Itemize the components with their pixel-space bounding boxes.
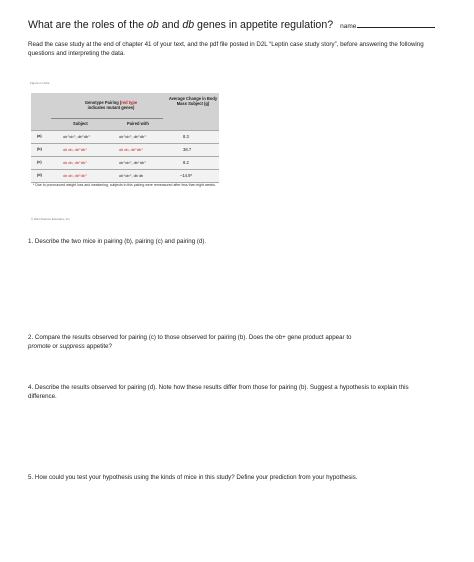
subject-cell: ob ob, db⁺db⁺ [63,161,88,165]
value-cell: 8.3 [183,133,189,139]
row-label: (a) [37,134,42,138]
value-cell: –14.9* [180,172,193,178]
name-label: name [340,23,357,30]
row-label: (d) [37,173,42,177]
question-5: 5. How could you test your hypothesis using the kinds of mice in this study? Define your prediction from your hypothesis. [28,474,358,481]
genotype-header: Genotype Pairing (red type indicates mutant genes) [84,100,138,110]
question-4: 4. Describe the results observed for pairing (d). Note how these results differ from those for pairing (b). Suggest a hypothesis to explain this difference. [28,384,409,401]
paired-cell: ob⁺ob⁺, db db [119,174,144,178]
question-1: 1. Describe the two mice in pairing (b), pairing (c) and pairing (d). [28,238,207,245]
row-divider [31,143,219,144]
value-cell: 38.7 [183,146,192,152]
avg-change-header: Average Change in Body Mass Subject (g) [168,96,218,106]
paired-cell: ob⁺ob⁺, db⁺db⁺ [119,161,147,165]
table-footnote: * Due to pronounced weight loss and weakening, subjects in this pairing were remeasured after less than eight weeks. [33,183,216,187]
figure-label: Figure in Units [30,81,50,85]
header-rule [51,118,163,119]
subject-cell: ob⁺ob⁺, db⁺db⁺ [63,135,91,139]
paired-with-header: Paired with [127,121,149,126]
value-cell: 8.2 [183,159,189,165]
name-field[interactable] [357,21,435,28]
copyright-note: © 2011 Pearson Education, Inc. [31,217,71,221]
row-label: (c) [37,160,42,164]
subject-cell: ob ob, db⁺db⁺ [63,174,88,178]
row-divider [31,169,219,170]
subject-header: Subject [73,121,88,126]
paired-cell: ob⁺ob⁺, db⁺db⁺ [119,135,147,139]
intro-paragraph: Read the case study at the end of chapter 41 of your text, and the pdf file posted in D2L “Leptin case study story”, before answering the following questions and interpreting the data. [28,41,424,58]
question-2: 2. Compare the results observed for pairing (c) to those observed for pairing (b). Does the ob+ gene product appear to promote or suppress appetite? [28,334,352,351]
row-divider [31,130,219,131]
title-row [28,19,448,31]
page-title: What are the roles of the ob and db genes in appetite regulation? [28,19,334,31]
row-divider [31,156,219,157]
paired-cell: ob ob, db⁺db⁺ [119,148,144,152]
row-label: (b) [37,147,42,151]
data-table-figure [31,93,219,195]
subject-cell: ob ob, db⁺db⁺ [63,148,88,152]
